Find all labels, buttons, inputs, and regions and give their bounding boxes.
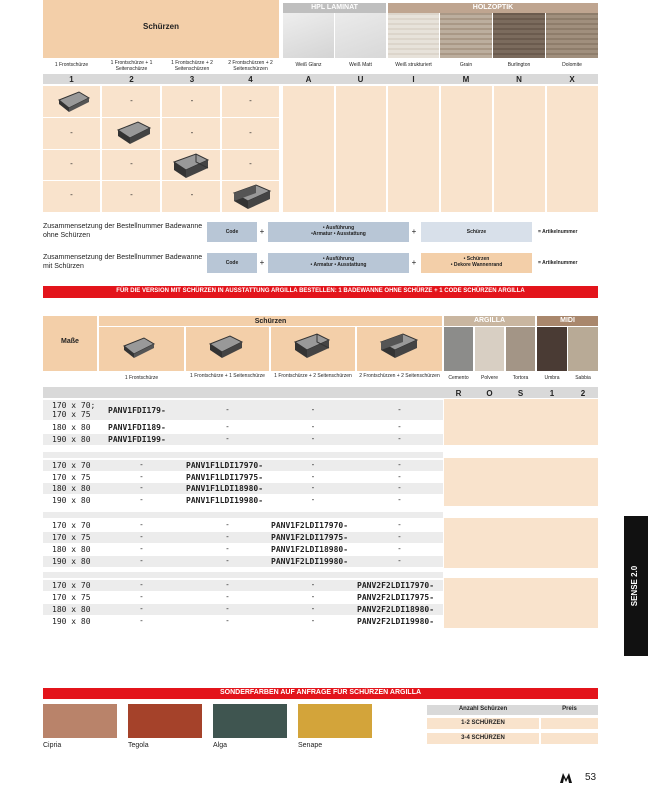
plus-sign: + <box>411 258 417 267</box>
order-row2-label: Zusammensetzung der Bestellnummer Badewanne mit Schürzen <box>43 254 203 270</box>
dash-cell: - <box>140 592 143 601</box>
dash-cell: - <box>398 460 401 469</box>
size-cell: 190 x 80 <box>52 557 91 566</box>
code-cell: PANV1FDI179- <box>108 406 166 415</box>
plus-sign: + <box>259 258 265 267</box>
bathtub-two-front-two-side-panels-icon <box>379 332 419 360</box>
price-cell <box>541 718 598 729</box>
ausfuhrung-text: • Ausführung • Armatur • Ausstattung <box>310 256 367 268</box>
dash-cell: - <box>311 483 315 492</box>
code-n: N <box>516 75 522 84</box>
dash-cell: - <box>140 544 143 553</box>
order-code: Code <box>225 229 239 235</box>
dash-cell: - <box>140 472 143 481</box>
top-dash: - <box>70 159 73 168</box>
dash-cell: - <box>140 604 143 613</box>
brand-logo-icon <box>560 773 574 783</box>
top-col-label-1: 1 Frontschürze <box>54 62 89 68</box>
code-4: 4 <box>248 75 253 84</box>
sonderfarben-banner-text: SONDERFARBEN AUF ANFRAGE FÜR SCHÜRZEN ARGILLA <box>219 689 422 696</box>
dash-cell: - <box>311 604 315 613</box>
code-2: 2 <box>129 75 134 84</box>
ausfuhrung-text: • Ausführung •Armatur • Ausstattung <box>311 225 366 237</box>
swatch-sabbia <box>568 327 598 371</box>
hpl-swatch-matt <box>335 13 386 58</box>
code-cell: PANV2F2LDI17975- <box>357 593 435 602</box>
t2-finish-tortora: Tortora <box>512 375 529 381</box>
top-dash: - <box>130 190 133 199</box>
size-cell: 170 x 75 <box>52 593 91 602</box>
size-cell: 180 x 80 <box>52 484 91 493</box>
finish-block-group-1 <box>444 399 598 445</box>
page-number: 53 <box>585 772 597 783</box>
dash-cell: - <box>398 495 401 504</box>
size-cell: 190 x 80 <box>52 435 91 444</box>
bathtub-two-front-two-side-panels-icon <box>232 183 272 211</box>
swatch-tortora <box>506 327 535 371</box>
t2-finish-sabbia: Sabbia <box>575 375 591 381</box>
top-dash: - <box>130 96 133 105</box>
dash-cell: - <box>311 405 315 414</box>
code-cell: PANV2F2LDI18980- <box>357 605 435 614</box>
t2-col-label-4: 2 Frontschürzen + 2 Seitenschürzen <box>359 373 440 379</box>
finish-block-group-4 <box>444 578 598 628</box>
size-cell: 180 x 80 <box>52 423 91 432</box>
finish-label-u: Weiß Matt <box>349 62 372 68</box>
masse-header: Maße <box>61 338 79 345</box>
midi-header-text: MIDI <box>560 317 575 324</box>
top-dash: - <box>190 128 194 137</box>
finish-label-n: Burlington <box>507 62 531 68</box>
t2-col-label-3: 1 Frontschürze + 2 Seitenschürzen <box>274 373 352 379</box>
swatch-label: Senape <box>298 742 323 749</box>
finish-label-a: Weiß Glanz <box>295 62 322 68</box>
t2-code-1: 1 <box>549 389 555 398</box>
holz-swatch-1 <box>388 13 439 58</box>
swatch-label: Tegola <box>128 742 149 749</box>
dash-cell: - <box>311 495 315 504</box>
code-cell: PANV1F2LDI17975- <box>271 533 349 542</box>
swatch-tegola <box>128 704 202 738</box>
code-cell: PANV2F2LDI17970- <box>357 581 435 590</box>
code-cell: PANV1F1LDI17970- <box>186 461 264 470</box>
top-col-label-2: 1 Frontschürze + 1 Seitenschürze <box>110 60 153 72</box>
top-dash: - <box>190 96 194 105</box>
argilla-header-text: ARGILLA <box>473 317 506 324</box>
price-header-anzahl: Anzahl Schürzen <box>458 706 508 712</box>
dash-cell: - <box>140 483 143 492</box>
price-header-preis: Preis <box>562 706 577 712</box>
dash-cell: - <box>226 580 229 589</box>
hpl-header-text: HPL LAMINAT <box>311 4 358 11</box>
code-cell: PANV1F2LDI19980- <box>271 557 349 566</box>
price-row-label: 1-2 SCHÜRZEN <box>461 720 505 726</box>
dash-cell: - <box>398 434 401 443</box>
holz-swatch-4 <box>546 13 598 58</box>
code-3: 3 <box>189 75 195 84</box>
swatch-cemento <box>444 327 473 371</box>
price-cell <box>541 733 598 744</box>
dash-cell: - <box>398 405 401 414</box>
plus-sign: + <box>411 227 417 236</box>
finish-label-m: Grain <box>459 62 473 68</box>
swatch-alga <box>213 704 287 738</box>
dash-cell: - <box>398 544 401 553</box>
swatch-cipria <box>43 704 117 738</box>
dash-cell: - <box>311 592 315 601</box>
dash-cell: - <box>311 472 315 481</box>
dash-cell: - <box>226 592 229 601</box>
code-a: A <box>305 75 312 84</box>
code-cell: PANV1F1LDI18980- <box>186 484 264 493</box>
finish-label-x: Dolomite <box>562 62 582 68</box>
dash-cell: - <box>140 495 143 504</box>
top-dash: - <box>249 96 252 105</box>
dash-cell: - <box>311 422 315 431</box>
hpl-swatch-glanz <box>283 13 334 58</box>
dash-cell: - <box>226 556 229 565</box>
dash-cell: - <box>398 532 401 541</box>
dash-cell: - <box>398 422 401 431</box>
top-dash: - <box>70 190 73 199</box>
swatch-senape <box>298 704 372 738</box>
schurzen2-header: Schürzen <box>254 318 287 325</box>
finish-block-group-3 <box>444 518 598 568</box>
argilla-order-banner-text: FÜR DIE VERSION MIT SCHÜRZEN IN AUSSTATTUNG ARGILLA BESTELLEN: 1 BADEWANNE OHNE SCHÜRZE + 1 CODE SCHÜRZEN ARGILLA <box>116 288 525 294</box>
artikelnummer-text: = Artikelnummer <box>538 260 578 266</box>
code-cell: PANV1F1LDI17975- <box>186 473 264 482</box>
code-cell: PANV1F2LDI17970- <box>271 521 349 530</box>
bathtub-front-panel-icon <box>57 90 91 114</box>
size-cell: 180 x 80 <box>52 605 91 614</box>
order-code: Code <box>225 260 239 266</box>
swatch-label: Alga <box>213 742 228 749</box>
schurze-text: Schürze <box>466 229 487 235</box>
holz-swatch-3 <box>493 13 545 58</box>
plus-sign: + <box>259 227 265 236</box>
swatch-label: Cipria <box>43 742 62 749</box>
dash-cell: - <box>311 434 315 443</box>
artikelnummer-text: = Artikelnummer <box>538 229 578 235</box>
dash-cell: - <box>140 460 143 469</box>
size-cell: 190 x 80 <box>52 617 91 626</box>
t2-finish-cemento: Cemento <box>448 375 469 381</box>
top-dash: - <box>70 128 73 137</box>
size-cell: 170 x 75 <box>52 533 91 542</box>
t2-code-r: R <box>455 389 462 398</box>
t2-finish-polvere: Polvere <box>481 375 498 381</box>
size-cell: 170 x 75 <box>52 473 91 482</box>
code-i: I <box>412 75 415 84</box>
t2-code-2: 2 <box>580 389 586 398</box>
t2-col-label-2: 1 Frontschürze + 1 Seitenschürze <box>190 373 265 379</box>
top-dash: - <box>190 190 194 199</box>
bathtub-front-side-panel-icon <box>208 334 244 360</box>
top-dash: - <box>249 128 252 137</box>
code-cell: PANV1F2LDI18980- <box>271 545 349 554</box>
holz-swatch-2 <box>440 13 492 58</box>
bathtub-front-panel-icon <box>122 336 156 360</box>
dash-cell: - <box>311 460 315 469</box>
bathtub-front-side-panel-icon <box>116 120 152 146</box>
price-row-label: 3-4 SCHÜRZEN <box>461 735 505 741</box>
schurzen-dekore-text: • Schürzen • Dekore Wannenrand <box>450 256 503 268</box>
dash-cell: - <box>140 532 143 541</box>
dash-cell: - <box>398 556 401 565</box>
dash-cell: - <box>226 405 229 414</box>
t2-finish-umbra: Umbra <box>544 375 560 381</box>
dash-cell: - <box>398 483 401 492</box>
swatch-polvere <box>475 327 504 371</box>
dash-cell: - <box>311 616 315 625</box>
schurzen-header: Schürzen <box>142 22 179 31</box>
dash-cell: - <box>398 472 401 481</box>
finish-label-i: Weiß strukturiert <box>395 62 432 68</box>
t2-col-label-1: 1 Frontschürze <box>124 375 159 381</box>
section-side-tab-text: SENSE 2.0 <box>630 565 639 607</box>
top-dash: - <box>249 159 252 168</box>
code-cell: PANV1F1LDI19980- <box>186 496 264 505</box>
holz-header-text: HOLZOPTIK <box>472 4 514 11</box>
swatch-umbra <box>537 327 567 371</box>
top-col-label-3: 1 Frontschürze + 2 Seitenschürzen <box>171 60 213 72</box>
dash-cell: - <box>140 556 143 565</box>
t2-code-o: O <box>486 389 493 398</box>
dash-cell: - <box>226 544 229 553</box>
code-1: 1 <box>69 75 74 84</box>
code-cell: PANV1FDI189- <box>108 423 166 432</box>
size-cell: 170 x 70 <box>52 461 91 470</box>
dash-cell: - <box>226 434 229 443</box>
size-cell: 170 x 70 <box>52 581 91 590</box>
dash-cell: - <box>226 422 229 431</box>
dash-cell: - <box>311 580 315 589</box>
top-col-label-4: 2 Frontschürzen + 2 Seitenschürzen <box>228 60 273 72</box>
code-u: U <box>357 75 364 84</box>
dash-cell: - <box>226 520 229 529</box>
dash-cell: - <box>398 520 401 529</box>
bathtub-front-two-side-panels-icon <box>172 152 210 180</box>
dash-cell: - <box>140 616 143 625</box>
code-cell: PANV2F2LDI19980- <box>357 617 435 626</box>
bathtub-front-two-side-panels-icon <box>293 332 331 360</box>
code-cell: PANV1FDI199- <box>108 435 166 444</box>
size-cell: 170 x 70; 170 x 75 <box>52 401 96 419</box>
t2-code-s: S <box>517 389 524 398</box>
top-dash: - <box>130 159 133 168</box>
size-cell: 190 x 80 <box>52 496 91 505</box>
dash-cell: - <box>140 520 143 529</box>
dash-cell: - <box>226 532 229 541</box>
finish-block-group-2 <box>444 458 598 506</box>
dash-cell: - <box>140 580 143 589</box>
size-cell: 170 x 70 <box>52 521 91 530</box>
dash-cell: - <box>226 604 229 613</box>
size-cell: 180 x 80 <box>52 545 91 554</box>
code-x: X <box>569 75 575 84</box>
order-row1-label: Zusammensetzung der Bestellnummer Badewanne ohne Schürzen <box>43 223 203 239</box>
code-m: M <box>462 75 470 84</box>
dash-cell: - <box>226 616 229 625</box>
